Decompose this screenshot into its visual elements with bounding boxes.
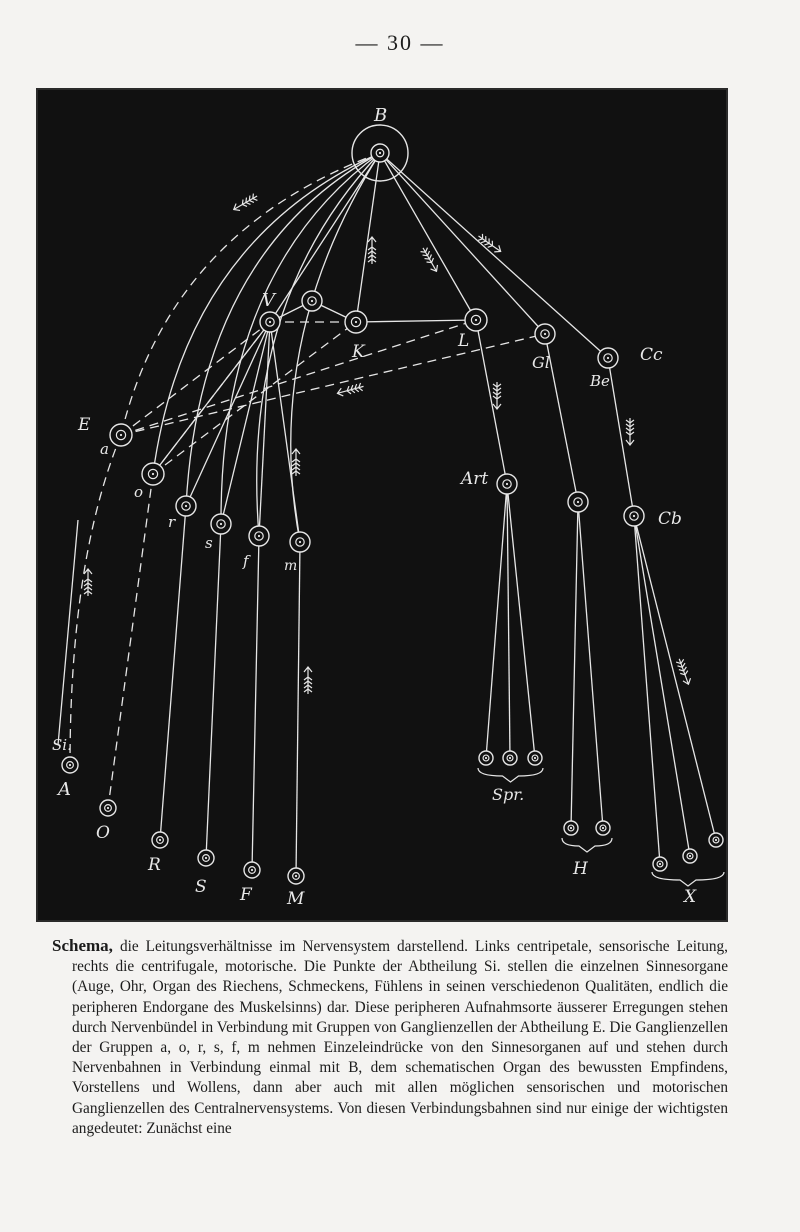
label-r: R — [148, 855, 161, 875]
arrow-up-si — [84, 569, 92, 596]
node-F — [244, 862, 260, 878]
path-f-F — [252, 536, 259, 870]
label-r: r — [168, 513, 176, 531]
label-spr: Spr. — [492, 785, 525, 804]
label-v: V — [262, 290, 275, 311]
node-be — [598, 348, 618, 368]
arrow-up-m — [292, 449, 300, 476]
page-number: — 30 — — [355, 30, 445, 55]
node-art — [497, 474, 517, 494]
label-be: Be — [590, 372, 610, 390]
brace-h — [562, 838, 612, 852]
path-b-gl — [380, 153, 545, 334]
node-m — [290, 532, 310, 552]
arrow-down-cb — [626, 418, 634, 445]
path-o-O — [108, 474, 153, 808]
node-h-1 — [596, 821, 610, 835]
path-o-k — [153, 322, 356, 474]
label-s: s — [205, 534, 213, 552]
path-m-M — [296, 542, 300, 876]
path-art-spr-2 — [507, 484, 535, 758]
node-x-1 — [683, 849, 697, 863]
path-e-l — [121, 320, 476, 435]
label-art: Art — [461, 469, 489, 489]
label-f: f — [243, 552, 249, 570]
label-a: A — [58, 779, 71, 800]
node-A — [62, 757, 78, 773]
path-b-l — [380, 153, 476, 320]
arrow-dashed-right — [336, 383, 364, 398]
arrow-down-x — [675, 657, 692, 685]
node-s — [211, 514, 231, 534]
label-cc: Cc — [640, 345, 663, 365]
brace-spr — [478, 768, 543, 782]
label-l: L — [458, 331, 470, 351]
figure-caption — [52, 936, 728, 1139]
node-O — [100, 800, 116, 816]
node-l — [465, 309, 487, 331]
path-art-spr-1 — [507, 484, 510, 758]
label-h: H — [573, 859, 588, 879]
brace-x — [652, 872, 724, 886]
node-v2 — [302, 291, 322, 311]
path-b-be — [380, 153, 608, 358]
path-s-S — [206, 524, 221, 858]
path-cb-x-1 — [634, 516, 690, 856]
label-s: S — [195, 877, 207, 897]
caption-text: die Leitungsverhältnisse im Nervensystem darstellend. Links centripetale, sensorische Leitung, rechts die centrifugale, motorische. Die Punkte der Abtheilung Si. stellen die einzelnen Sinnesorgane (Auge, Ohr, Organ des Riechens, Schmeckens, Fühlens in seinen verschiedenon Qualitäten, endlich die peripheren Endorgane des Muskelsinns) dar. Diese peripheren Aufnahmsorte äusserer Erregungen stehen durch Nervenbündel in Verbindung mit Gruppen von Ganglienzellen der Abtheilung E. Die Ganglienzellen der Gruppen a, o, r, s, f, m nehmen Einzeleindrücke von den Sinnesorganen auf und stehen durch Nervenbahnen in Verbindung einmal mit B, dem schematischen Organ des bewussten Empfindens, Vorstellens und Wollens, dann aber auch mit allen möglichen sensorischen und motorischen Ganglienzellen des Centralnervensystems. Von diesen Verbindungsbahnen sind nur einige der wichtigsten angedeutet: Zunächst eine — [72, 938, 728, 1137]
node-M — [288, 868, 304, 884]
node-S — [198, 850, 214, 866]
node-cb — [624, 506, 644, 526]
path-v-f — [259, 322, 270, 536]
arrow-up-mid — [304, 667, 312, 694]
arrow-down-art — [493, 382, 501, 409]
label-m: M — [287, 889, 305, 909]
node-b — [371, 144, 389, 162]
label-k: K — [352, 342, 365, 362]
node-f — [249, 526, 269, 546]
path-gl-g2 — [545, 334, 578, 502]
schema-diagram — [38, 90, 726, 920]
path-art-spr-0 — [486, 484, 507, 758]
path-g2-h-0 — [571, 502, 578, 828]
label-b: B — [374, 105, 388, 126]
node-R — [152, 832, 168, 848]
label-si: Si. — [52, 736, 72, 754]
path-g2-h-1 — [578, 502, 603, 828]
label-e: E — [78, 415, 91, 435]
label-f: F — [240, 885, 252, 905]
path-r-R — [160, 506, 186, 840]
path-si-bracket — [58, 520, 78, 745]
node-x-0 — [653, 857, 667, 871]
label-a: a — [100, 440, 109, 458]
path-b-s — [221, 153, 380, 524]
path-v-m — [270, 322, 300, 542]
node-e-a — [110, 424, 132, 446]
label-x: X — [684, 887, 697, 907]
node-spr-2 — [528, 751, 542, 765]
path-b-m — [291, 153, 380, 542]
path-k-l — [356, 320, 476, 322]
node-g2 — [568, 492, 588, 512]
arrow-up-k — [368, 237, 376, 264]
node-spr-0 — [479, 751, 493, 765]
path-b-v — [270, 153, 380, 322]
arrow-down-l — [420, 246, 440, 273]
node-spr-1 — [503, 751, 517, 765]
node-o — [142, 463, 164, 485]
node-r — [176, 496, 196, 516]
label-cb: Cb — [658, 509, 682, 529]
nervous-system-schema-figure — [36, 88, 728, 922]
node-v — [260, 312, 280, 332]
label-o: o — [134, 483, 144, 501]
label-gl: Gl — [532, 353, 550, 372]
node-gl — [535, 324, 555, 344]
label-m: m — [284, 558, 298, 574]
node-h-0 — [564, 821, 578, 835]
node-x-2 — [709, 833, 723, 847]
arrow-up-right — [232, 193, 259, 213]
caption-lead: Schema, — [52, 936, 113, 955]
node-k — [345, 311, 367, 333]
label-o: O — [96, 823, 110, 843]
path-e-a — [70, 435, 121, 765]
